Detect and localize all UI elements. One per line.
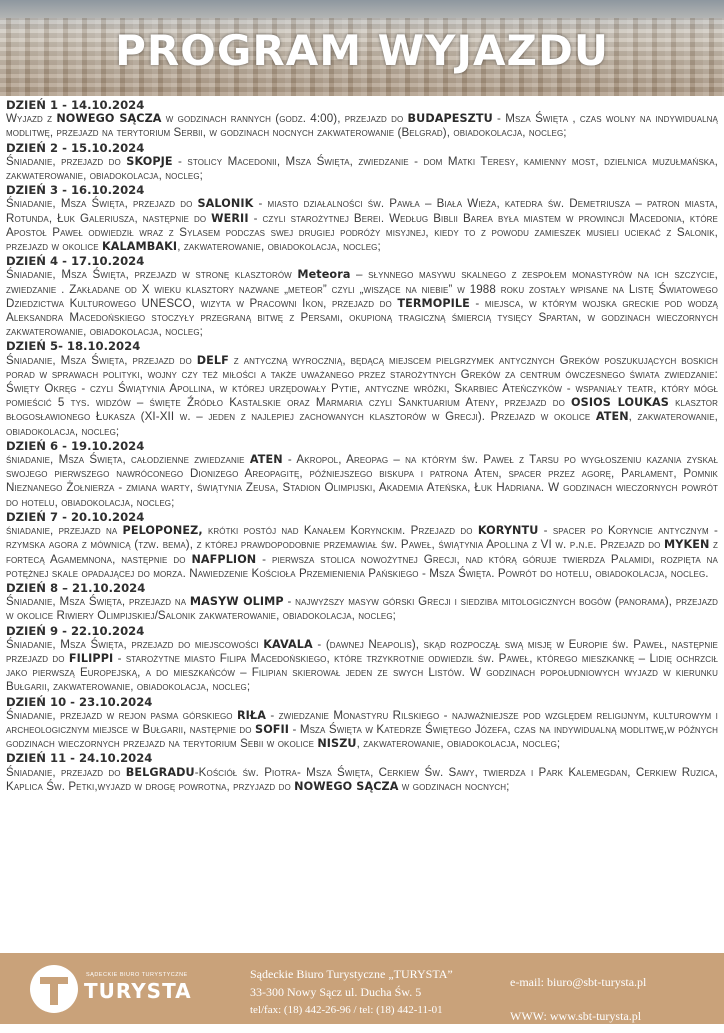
- day-title: DZIEŃ 1 - 14.10.2024: [6, 98, 145, 112]
- place-name: ATEN: [595, 410, 629, 424]
- place-name: SOFII: [255, 722, 290, 736]
- day-description: [6, 595, 718, 623]
- description-text: - Msza Święta w Katedrze Świętego Józefa, czas na indywidualną modlitwę,w późnych godzinach wieczornych przejazd na terytorium Sebii w okolice: [6, 722, 719, 751]
- description-text: – słynnego masywu skalnego z zespołem monastyrów na ich szczycie, zwiedzanie . Zakładane od X wieku klasztory nazwane „meteor” czyli „wiszące na niebie” w 1988 roku zostały wpisane na Listę Światowego Dziedzictwa Kulturowego UNESCO, wizyta w Pracowni Ikon, przejazd do: [6, 268, 719, 310]
- place-name: MYKEN: [664, 538, 710, 552]
- day-block: [6, 581, 718, 624]
- description-text: -Kościół św. Piotra- Msza Święta, Cerkiew Św. Sawy, twierdza i Park Kalemegdan, Cerkiew Ruzica, Kaplica Św. Petki,wyjazd w drogę powrotna, przyjazd do: [6, 765, 718, 793]
- description-text: Śniadanie, przejazd do: [6, 765, 126, 779]
- description-text: Śniadanie, Msza Święta, przejazd do: [6, 353, 197, 367]
- day-title: DZIEŃ 8 – 21.10.2024: [6, 580, 146, 595]
- day-block: [6, 254, 718, 339]
- footer: [0, 953, 724, 1024]
- description-text: - czyli starożytnej Berei. Według Biblii Barea była miastem w prowincji Macedonia, które Apostoł Paweł odwiedził wraz z Sylasem podczas swej drugiej podróży misyjnej, kiedy to z powodu zamieszek musieli uciekać z Salonik, przejazd w okolice: [6, 211, 718, 254]
- page-title: PROGRAM WYJAZDU: [115, 26, 609, 75]
- description-text: krótki postój nad Kanałem Korynckim. Przejazd do: [202, 524, 478, 538]
- description-text: Śniadanie, Msza Święta, przejazd do: [6, 197, 198, 211]
- description-text: - pierwsza stolica nowożytnej Grecji, nad którą góruje twierdza Palamidi, rozpięta na potężnej skale opadającej do morza. Nawiedzenie Kościoła Przemienienia Pańskiego - Msza Święta. Powrót do hotelu, obiadokolacja, nocleg.: [6, 552, 718, 580]
- description-text: - miejsca, w którym wojska greckie pod wodzą Aleksandra Macedońskiego stoczyły przegraną bitwę z Persami, okupioną tragiczną śmiercią tysięcy Spartan, w godzinach wieczornych zakwaterowanie, obiadokolacja, nocleg;: [6, 296, 718, 339]
- description-text: Śniadanie, Msza Święta, przejazd na: [6, 595, 190, 609]
- description-text: - (dawnej Neapolis), skąd rozpoczął swą misję w Europie św. Paweł, następnie przejazd do: [6, 637, 718, 665]
- day-description: [6, 268, 718, 339]
- description-text: Wyjazd z: [6, 112, 57, 126]
- day-title: DZIEŃ 7 - 20.10.2024: [6, 509, 145, 524]
- description-text: - Akropol, Areopag – na którym św. Paweł z Tarsu po wygłoszeniu kazania zyskał swojego pierwszego nawróconego Dionizego Areopagitę, późniejszego biskupa i patrona Aten, spacer przez agorę, Parlament, Pomnik Nieznanego Żołnierza - zmiana warty, świątynia Zeusa, Stadion Olimpijski, Akademia Ateńska, Łuk Hadriana. W godzinach wieczornych powrót do hotelu, obiadokolacja, nocleg;: [6, 453, 719, 509]
- contact-info: [510, 965, 646, 1033]
- day-block: [6, 339, 718, 438]
- day-block: [6, 98, 718, 141]
- description-text: , zakwaterowanie, obiadokolacja, nocleg;: [356, 737, 561, 751]
- header-sky: [0, 0, 724, 18]
- place-name: MASYW OLIMP: [189, 595, 284, 609]
- day-description: [6, 638, 718, 695]
- description-text: - miasto działalności św. Pawła – Biała Wieża, katedra św. Demetriusza – patron miasta, Rotunda, Łuk Galeriusza, następnie do: [6, 197, 718, 225]
- place-name: RIŁA: [236, 708, 266, 722]
- day-description: [6, 155, 718, 183]
- description-text: z antyczną wyrocznią, będącą miejscem pielgrzymek antycznych Greków poszukujących boskich porad w sprawach polityki, wojny czy też miłości a także uważanego przez starożytnych Greków za centrum ówczesnego świata zwiedzanie: Święty Okręg - czyli Świątynia Apollina, w której urzędowały Pytie, antyczne wróżki, Skarbiec Ateńczyków - wspaniały teatr, który mógł pomieścić 5 tys. widzów – święte Źródło Kastalskie oraz Marmaria czyli Sanktuarium Ateny, przejazd do: [6, 353, 718, 410]
- description-text: - Msza Święta , czas wolny na indywidualną modlitwę, przejazd na terytorium Serbii, w godzinach nocnych zakwaterowanie (Belgrad), obiadokolacja, nocleg;: [6, 112, 718, 140]
- day-description: [6, 354, 718, 439]
- place-name: DELF: [196, 353, 229, 367]
- place-name: SALONIK: [197, 197, 254, 211]
- place-name: KALAMBAKI: [102, 240, 178, 254]
- logo-subtitle: SĄDECKIE BIURO TURYSTYCZNE: [86, 972, 188, 978]
- description-text: śniadanie, przejazd na: [6, 524, 123, 538]
- description-text: , zakwaterowanie, obiadokolacja, nocleg;: [177, 240, 381, 254]
- day-description: [6, 197, 718, 254]
- day-title: DZIEŃ 2 - 15.10.2024: [6, 140, 145, 155]
- description-text: - stolicy Macedonii, Msza Święta, zwiedzanie - dom Matki Teresy, kamienny most, dzielnica muzułmańska, zakwaterowanie, obiadokolacja, nocleg;: [6, 154, 718, 183]
- description-text: klasztor błogosławionego Łukasza (XI-XII w. – jeden z najlepiej zachowanych klasztorów w Grecji). Przejazd w okolice: [6, 396, 718, 424]
- place-name: BUDAPESZTU: [407, 112, 493, 126]
- place-name: KAVALA: [263, 637, 313, 651]
- description-text: z fortecą Agamemnona, następnie do: [6, 538, 718, 566]
- place-name: OSIOS LOUKAS: [571, 396, 669, 410]
- company-phone: tel/fax: (18) 442-26-96 / tel: (18) 442-11-01: [250, 1004, 443, 1016]
- day-title: DZIEŃ 3 - 16.10.2024: [6, 183, 145, 198]
- place-name: ATEN: [249, 453, 283, 467]
- place-name: Meteora: [297, 268, 351, 282]
- company-info: [250, 965, 453, 1019]
- company-name: Sądeckie Biuro Turystyczne „TURYSTA”: [250, 967, 453, 981]
- description-text: - starożytne miasto Filipa Macedońskiego, które trzykrotnie odwiedził św. Paweł, którego mieszkankę – Lidię ochrzcił jako pierwszą Europejską, a do mieszkańców – Filipian skierował jeden ze swych Listów. W godzinach popołudniowych wyjazd w kierunku Bułgarii, zakwaterowanie, obiadokolacja, nocleg;: [6, 651, 718, 694]
- header-banner: [0, 0, 724, 96]
- turysta-logo-icon: [28, 963, 80, 1015]
- description-text: w godzinach nocnych;: [398, 779, 510, 793]
- place-name: PELOPONEZ,: [122, 524, 203, 538]
- place-name: TERMOPILE: [397, 296, 470, 310]
- place-name: BELGRADU: [125, 765, 195, 779]
- day-description: [6, 524, 718, 581]
- day-title: DZIEŃ 4 - 17.10.2024: [6, 254, 145, 269]
- day-description: [6, 766, 718, 794]
- day-block: [6, 510, 718, 581]
- day-title: DZIEŃ 10 - 23.10.2024: [6, 694, 153, 709]
- description-text: Śniadanie, przejazd w rejon pasma górskiego: [6, 708, 237, 722]
- day-block: [6, 141, 718, 184]
- place-name: NOWEGO SĄCZA: [294, 779, 399, 793]
- place-name: SKOPJE: [126, 154, 173, 168]
- day-block: [6, 624, 718, 695]
- itinerary: [6, 98, 718, 794]
- description-text: - zwiedzanie Monastyru Rilskiego - najważniejsze pod względem religijnym, kulturowym i archeologicznym miejsce w Bułgarii, następnie do: [6, 708, 718, 736]
- place-name: NOWEGO SĄCZA: [56, 112, 162, 126]
- place-name: KORYNTU: [477, 524, 539, 538]
- day-block: [6, 183, 718, 254]
- day-description: [6, 112, 718, 140]
- description-text: Śniadanie, Msza Święta, przejazd w stronę klasztorów: [6, 268, 298, 282]
- day-block: [6, 695, 718, 752]
- description-text: w godzinach rannych (godz. 4:00), przejazd do: [161, 112, 408, 126]
- day-description: [6, 709, 718, 752]
- description-text: - spacer po Koryncie antycznym - rzymska agora z mównicą (tzw. bema), z której prawdopodobnie przemawiał św. Paweł, świątynia Apollina z VI w. p.n.e. Przejazd do: [6, 524, 718, 552]
- day-block: [6, 751, 718, 794]
- description-text: Śniadanie, przejazd do: [6, 154, 127, 168]
- day-title: DZIEŃ 5- 18.10.2024: [6, 339, 141, 354]
- day-title: DZIEŃ 6 - 19.10.2024: [6, 438, 145, 453]
- company-address: 33-300 Nowy Sącz ul. Ducha Św. 5: [250, 985, 422, 999]
- email-link[interactable]: e-mail: biuro@sbt-turysta.pl: [510, 975, 647, 989]
- description-text: , zakwaterowanie, obiadokolacja, nocleg;: [6, 410, 718, 438]
- place-name: FILIPPI: [68, 651, 114, 665]
- description-text: Śniadanie, Msza Święta, przejazd do miejscowości: [6, 637, 264, 651]
- logo-name: TURYSTA: [84, 979, 192, 1003]
- place-name: WERII: [211, 211, 249, 225]
- place-name: NISZU: [317, 737, 357, 751]
- day-title: DZIEŃ 11 - 24.10.2024: [6, 751, 153, 766]
- day-description: [6, 453, 718, 510]
- website-link[interactable]: WWW: www.sbt-turysta.pl: [510, 1009, 642, 1023]
- day-title: DZIEŃ 9 - 22.10.2024: [6, 623, 145, 638]
- description-text: śniadanie, Msza Święta, całodzienne zwiedzanie: [6, 453, 250, 467]
- description-text: - najwyższy masyw górski Grecji i siedziba mitologicznych bogów (panorama), przejazd w okolice Riwiery Olimpijskiej/Salonik zakwaterowanie, obiadokolacja, nocleg;: [6, 595, 718, 623]
- place-name: NAFPLION: [191, 552, 257, 566]
- day-block: [6, 439, 718, 510]
